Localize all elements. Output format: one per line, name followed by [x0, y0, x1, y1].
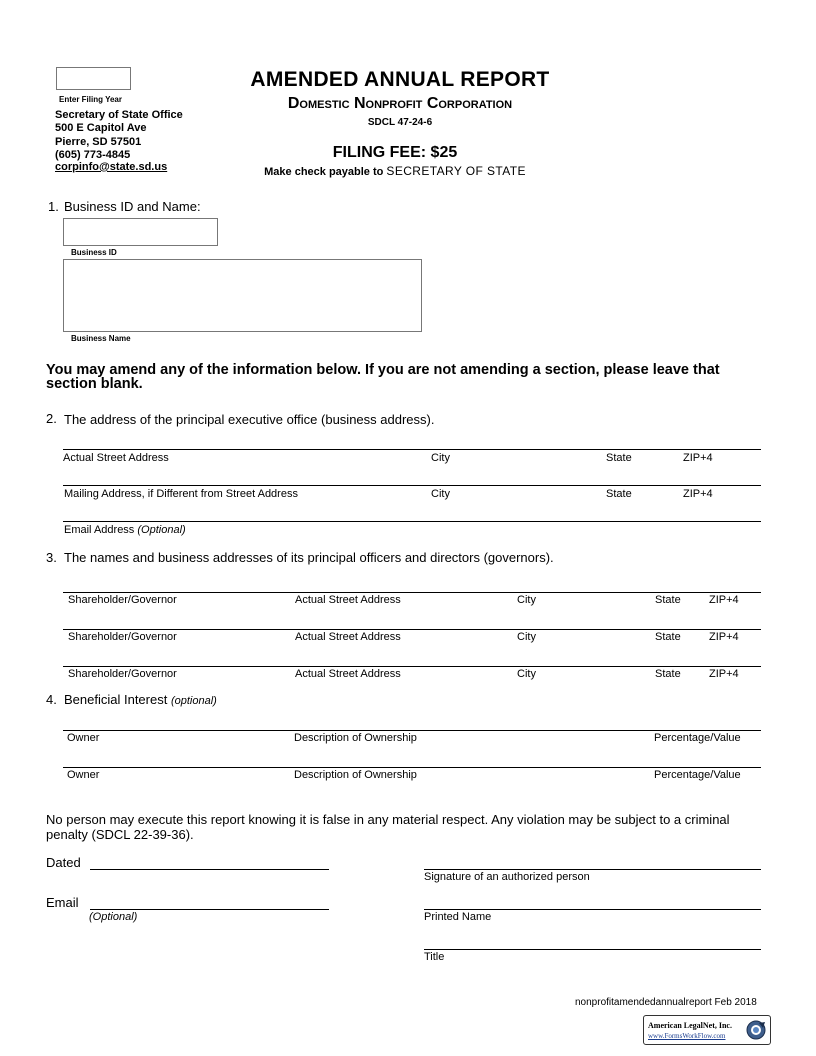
title-label: Title [424, 951, 445, 963]
title-line[interactable] [424, 949, 761, 950]
email-address-label [64, 524, 186, 536]
office-phone: (605) 773-4845 [55, 148, 131, 161]
zip-label: ZIP+4 [683, 452, 713, 464]
email-optional-note: (Optional) [137, 524, 186, 536]
filing-year-label: Enter Filing Year [59, 95, 122, 104]
officer-city-label: City [517, 631, 536, 643]
office-email-link[interactable]: corpinfo@state.sd.us [55, 161, 168, 173]
officer-name-label: Shareholder/Governor [68, 668, 177, 680]
business-name-label: Business Name [71, 334, 131, 343]
office-name: Secretary of State Office [55, 109, 183, 121]
city-label: City [431, 452, 450, 464]
logo-company-name: American LegalNet, Inc. [648, 1021, 732, 1030]
section4-number: 4. [46, 692, 57, 707]
officer-name-label: Shareholder/Governor [68, 631, 177, 643]
statute-reference: SDCL 47-24-6 [367, 117, 433, 128]
owner-line[interactable] [63, 767, 761, 768]
email-optional-label: (Optional) [89, 911, 138, 923]
business-name-input[interactable] [63, 259, 422, 332]
section1-title: Business ID and Name: [64, 199, 201, 214]
officer-line[interactable] [63, 592, 761, 593]
amendment-notice: You may amend any of the information below. If you are not amending a section, please leave that section blank. [46, 362, 720, 392]
section3-title: The names and business addresses of its principal officers and directors (governors). [64, 550, 554, 565]
officer-city-label: City [517, 594, 536, 606]
percentage-value-label: Percentage/Value [654, 769, 741, 781]
mailing-state-label: State [606, 488, 632, 500]
dated-line[interactable] [90, 869, 329, 870]
signature-label: Signature of an authorized person [424, 871, 590, 883]
owner-label: Owner [67, 732, 100, 744]
officer-street-label: Actual Street Address [295, 631, 401, 643]
business-id-input[interactable] [63, 218, 218, 246]
logo-url: www.FormsWorkFlow.com [648, 1032, 726, 1040]
legalnet-logo[interactable] [643, 1015, 771, 1045]
section2-title: The address of the principal executive office (business address). [64, 412, 435, 427]
percentage-value-label: Percentage/Value [654, 732, 741, 744]
form-code: nonprofitamendedannualreport Feb 2018 [575, 997, 757, 1008]
dated-label: Dated [46, 855, 81, 870]
email-address-line[interactable] [63, 521, 761, 522]
globe-arrow-icon [745, 1019, 767, 1041]
printed-name-label: Printed Name [424, 911, 492, 923]
section4-optional-note: (optional) [170, 695, 217, 707]
owner-label: Owner [67, 769, 100, 781]
officer-state-label: State [655, 668, 681, 680]
officer-name-label: Shareholder/Governor [68, 594, 177, 606]
owner-line[interactable] [63, 730, 761, 731]
email-address-text: Email Address [64, 524, 135, 536]
officer-state-label: State [655, 631, 681, 643]
signature-line[interactable] [424, 869, 761, 870]
section2-number: 2. [46, 411, 57, 426]
officer-zip-label: ZIP+4 [709, 668, 739, 680]
officer-line[interactable] [63, 629, 761, 630]
street-address-line[interactable] [63, 449, 761, 450]
officer-street-label: Actual Street Address [295, 668, 401, 680]
printed-name-line[interactable] [424, 909, 761, 910]
section1-number: 1. [48, 199, 59, 214]
officer-state-label: State [655, 594, 681, 606]
section4-title [64, 692, 217, 707]
office-street: 500 E Capitol Ave [55, 121, 147, 134]
ownership-description-label: Description of Ownership [294, 769, 417, 781]
business-id-label: Business ID [71, 248, 117, 257]
office-address [55, 109, 183, 174]
mailing-zip-label: ZIP+4 [683, 488, 713, 500]
mailing-city-label: City [431, 488, 450, 500]
state-label: State [606, 452, 632, 464]
filing-fee: FILING FEE: $25 [332, 144, 458, 161]
payable-prefix: Make check payable to [264, 166, 384, 178]
officer-line[interactable] [63, 666, 761, 667]
mailing-address-line[interactable] [63, 485, 761, 486]
officer-zip-label: ZIP+4 [709, 594, 739, 606]
officer-zip-label: ZIP+4 [709, 631, 739, 643]
page-title: AMENDED ANNUAL REPORT [250, 68, 550, 91]
section3-number: 3. [46, 550, 57, 565]
mailing-address-label: Mailing Address, if Different from Street Address [64, 488, 298, 500]
officer-street-label: Actual Street Address [295, 594, 401, 606]
payable-instructions [200, 164, 590, 178]
section4-title-text: Beneficial Interest [64, 692, 168, 707]
penalty-statement: No person may execute this report knowing it is false in any material respect. Any violation may be subject to a criminal penalty (SDCL 22-39-36). [46, 812, 730, 842]
ownership-description-label: Description of Ownership [294, 732, 417, 744]
payable-to: SECRETARY OF STATE [386, 164, 526, 178]
street-address-label: Actual Street Address [63, 452, 169, 464]
office-city: Pierre, SD 57501 [55, 136, 142, 148]
email-line[interactable] [90, 909, 329, 910]
page-subtitle: Domestic Nonprofit Corporation [287, 95, 513, 112]
filing-year-input[interactable] [56, 67, 131, 90]
officer-city-label: City [517, 668, 536, 680]
email-label: Email [46, 895, 79, 910]
